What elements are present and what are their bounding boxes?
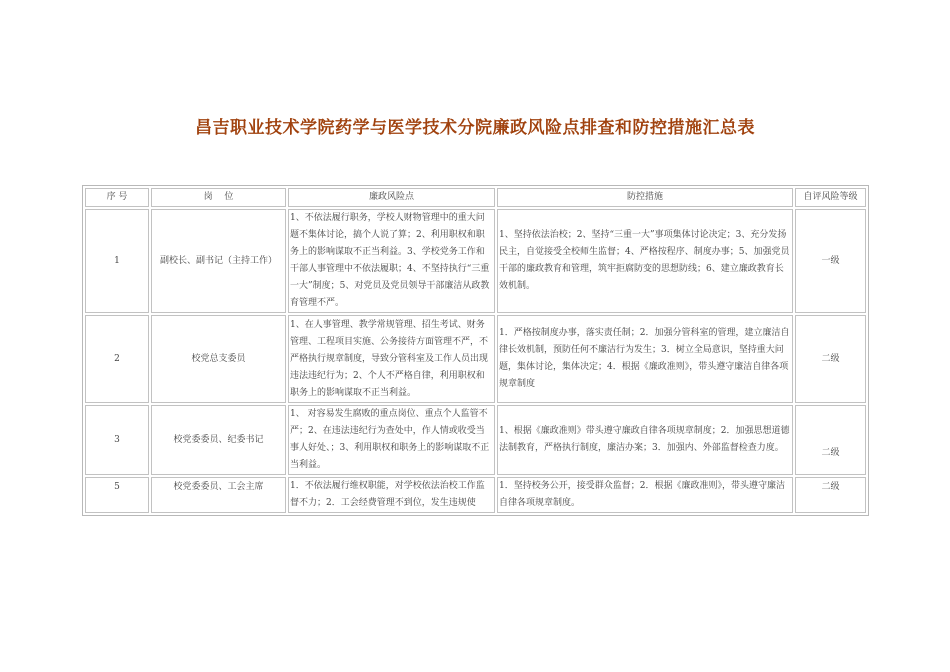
table-row [85,405,866,475]
cell-risk: 1、在人事管理、教学常规管理、招生考试、财务管理、工程项目实施、公务接待方面管理不严，不严格执行规章制度，导致分管科室及工作人员出现违法违纪行为；2、个人不严格自律，利用职权和职务上的影响谋取不正当利益。 [288,315,495,403]
cell-risk: 1、 对容易发生腐败的重点岗位、重点个人监管不严；2、在违法违纪行为查处中，作人情或收受当事人好处、；3、利用职权和职务上的影响谋取不正当利益。 [288,405,495,475]
cell-measures: 1．严格按制度办事，落实责任制；2．加强分管科室的管理，建立廉洁自律长效机制，预防任何不廉洁行为发生；3．树立全局意识，坚持重大问题，集体讨论，集体决定；4．根据《廉政准则》，带头遵守廉洁自律各项规章制度 [497,315,793,403]
table-row [85,315,866,403]
cell-measures: 1、坚持依法治校；2、坚持“三重一大”事项集体讨论决定；3、充分发扬民主，自觉接受全校师生监督；4、严格按程序、制度办事；5、加强党员干部的廉政教育和管理，筑牢拒腐防变的思想防线；6、建立廉政教育长效机制。 [497,209,793,313]
cell-level: 二级 [795,477,866,513]
cell-position: 校党总支委员 [151,315,286,403]
table-row [85,209,866,313]
cell-measures: 1．坚持校务公开，接受群众监督；2．根据《廉政准则》，带头遵守廉洁自律各项规章制度。 [497,477,793,513]
cell-position: 校党委委员、工会主席 [151,477,286,513]
table-row [85,477,866,513]
cell-level: 一级 [795,209,866,313]
header-seq: 序 号 [85,188,149,207]
cell-position: 校党委委员、纪委书记 [151,405,286,475]
cell-measures: 1、根据《廉政准则》带头遵守廉政自律各项规章制度；2．加强思想道德法制教育，严格执行制度，廉洁办案；3．加强内、外部监督检查力度。 [497,405,793,475]
cell-level: 二级 [795,405,866,475]
header-risk: 廉政风险点 [288,188,495,207]
header-position: 岗 位 [151,188,286,207]
cell-seq: 3 [85,405,149,475]
cell-risk: 1、不依法履行职务，学校人财物管理中的重大问题不集体讨论，搞个人说了算；2、利用职权和职务上的影响谋取不正当利益。3、学校党务工作和干部人事管理中不依法履职；4、不坚持执行“三重一大”制度；5、对党员及党员领导干部廉洁从政教育管理不严。 [288,209,495,313]
header-measures: 防控措施 [497,188,793,207]
header-level: 自评风险等级 [795,188,866,207]
cell-position: 副校长、副书记（主持工作） [151,209,286,313]
document-title: 昌吉职业技术学院药学与医学技术分院廉政风险点排查和防控措施汇总表 [195,118,755,138]
risk-table [82,185,869,516]
cell-seq: 1 [85,209,149,313]
cell-risk: 1．不依法履行维权职能，对学校依法治校工作监督不力；2．工会经费管理不到位，发生违规使 [288,477,495,513]
cell-level: 二级 [795,315,866,403]
cell-seq: 5 [85,477,149,513]
cell-seq: 2 [85,315,149,403]
table-header-row [85,188,866,207]
